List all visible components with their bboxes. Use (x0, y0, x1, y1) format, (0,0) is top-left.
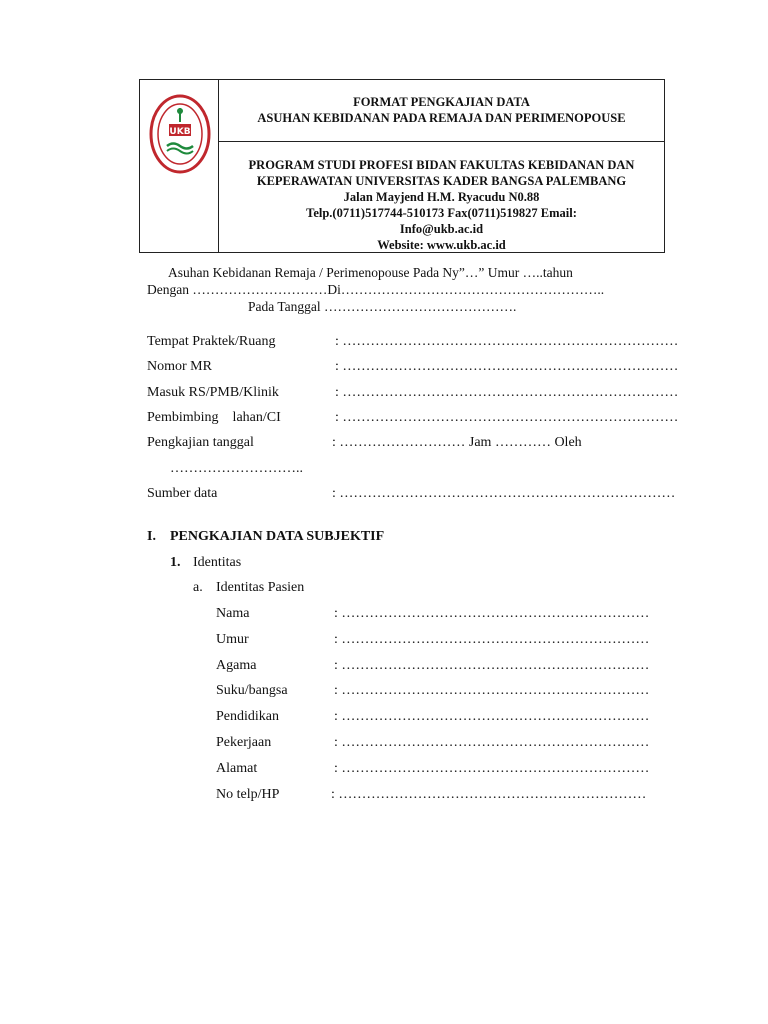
field-label: Agama (216, 658, 257, 673)
info-line-4: Telp.(0711)517744-510173 Fax(0711)519827 Email: (306, 206, 577, 220)
field-label: Pengkajian tanggal (147, 435, 254, 450)
field-value[interactable]: : ……………………………………………………………… (335, 385, 679, 400)
section-title: PENGKAJIAN DATA SUBJEKTIF (170, 529, 385, 544)
field-label: No telp/HP (216, 787, 280, 802)
form-title (219, 80, 664, 142)
section-heading (147, 529, 384, 545)
field-label: Alamat (216, 761, 258, 776)
subsubsection-number: a. (193, 580, 203, 595)
field-label: Nomor MR (147, 359, 212, 374)
field-value[interactable]: : ………………………………………………………… (331, 787, 647, 802)
field-value[interactable]: : ……………………………………………………………… (335, 359, 679, 374)
field-value[interactable]: : ………………………………………………………… (334, 761, 650, 776)
field-label: Masuk RS/PMB/Klinik (147, 385, 279, 400)
field-label: Nama (216, 606, 250, 621)
field-label: Pendidikan (216, 709, 279, 724)
logo-cell (140, 80, 219, 252)
intro-text (147, 264, 667, 315)
patient-field-alamat (216, 761, 650, 777)
subsubsection-heading (193, 580, 304, 596)
section-number: I. (147, 529, 156, 544)
info-line-5: Info@ukb.ac.id (399, 222, 484, 236)
info-line-1: PROGRAM STUDI PROFESI BIDAN FAKULTAS KEBIDANAN DAN (248, 158, 635, 172)
field-sumber-data (147, 486, 676, 502)
intro-line-3: Pada Tanggal ……………………………………. (248, 299, 517, 314)
field-value[interactable]: : ………………………………………………………… (334, 606, 650, 621)
field-tempat-praktek (147, 334, 679, 350)
university-logo-icon (149, 94, 211, 174)
field-value[interactable]: : ……………………………………………………………… (335, 334, 679, 349)
header-table (139, 79, 665, 253)
field-label: Pekerjaan (216, 735, 272, 750)
patient-field-nama (216, 606, 650, 622)
subsubsection-title: Identitas Pasien (216, 580, 305, 595)
field-label: Sumber data (147, 486, 218, 501)
subsection-title: Identitas (193, 555, 242, 570)
intro-line-2: Dengan …………………………Di………………………………………………….. (147, 282, 605, 297)
field-nomor-mr (147, 359, 679, 375)
field-label: Pembimbing lahan/CI (147, 410, 281, 425)
field-value[interactable]: : ………………………………………………………… (334, 632, 650, 647)
subsection-heading (170, 555, 241, 571)
field-value[interactable]: : ……………………… Jam ………… Oleh (332, 435, 582, 450)
patient-field-no-telp (216, 787, 647, 803)
svg-text:UKB: UKB (169, 127, 191, 137)
subsection-number: 1. (170, 555, 181, 570)
title-line-1: FORMAT PENGKAJIAN DATA (353, 95, 530, 109)
institution-info (219, 142, 664, 252)
patient-field-pendidikan (216, 709, 650, 725)
field-value[interactable]: : ………………………………………………………… (334, 683, 650, 698)
info-line-2: KEPERAWATAN UNIVERSITAS KADER BANGSA PALEMBANG (256, 174, 627, 188)
field-label: Suku/bangsa (216, 683, 288, 698)
field-value[interactable]: : ………………………………………………………… (334, 709, 650, 724)
patient-field-umur (216, 632, 650, 648)
info-line-3: Jalan Mayjend H.M. Ryacudu N0.88 (343, 190, 540, 204)
field-value[interactable]: : ………………………………………………………… (334, 658, 650, 673)
field-pengkajian-tanggal (147, 435, 582, 451)
field-masuk-rs (147, 385, 679, 401)
field-value[interactable]: : ………………………………………………………… (334, 735, 650, 750)
field-label: Umur (216, 632, 249, 647)
info-line-6: Website: www.ukb.ac.id (377, 238, 506, 252)
field-oleh-continuation (170, 461, 303, 477)
field-label: Tempat Praktek/Ruang (147, 334, 276, 349)
patient-field-agama (216, 658, 650, 674)
patient-field-suku-bangsa (216, 683, 650, 699)
field-value[interactable]: : ……………………………………………………………… (335, 410, 679, 425)
intro-line-1: Asuhan Kebidanan Remaja / Perimenopouse Pada Ny”…” Umur …..tahun (168, 265, 573, 280)
field-pembimbing (147, 410, 679, 426)
field-value[interactable]: ……………………….. (170, 461, 303, 476)
field-value[interactable]: : ……………………………………………………………… (332, 486, 676, 501)
title-line-2: ASUHAN KEBIDANAN PADA REMAJA DAN PERIMENOPOUSE (257, 111, 626, 125)
patient-field-pekerjaan (216, 735, 650, 751)
